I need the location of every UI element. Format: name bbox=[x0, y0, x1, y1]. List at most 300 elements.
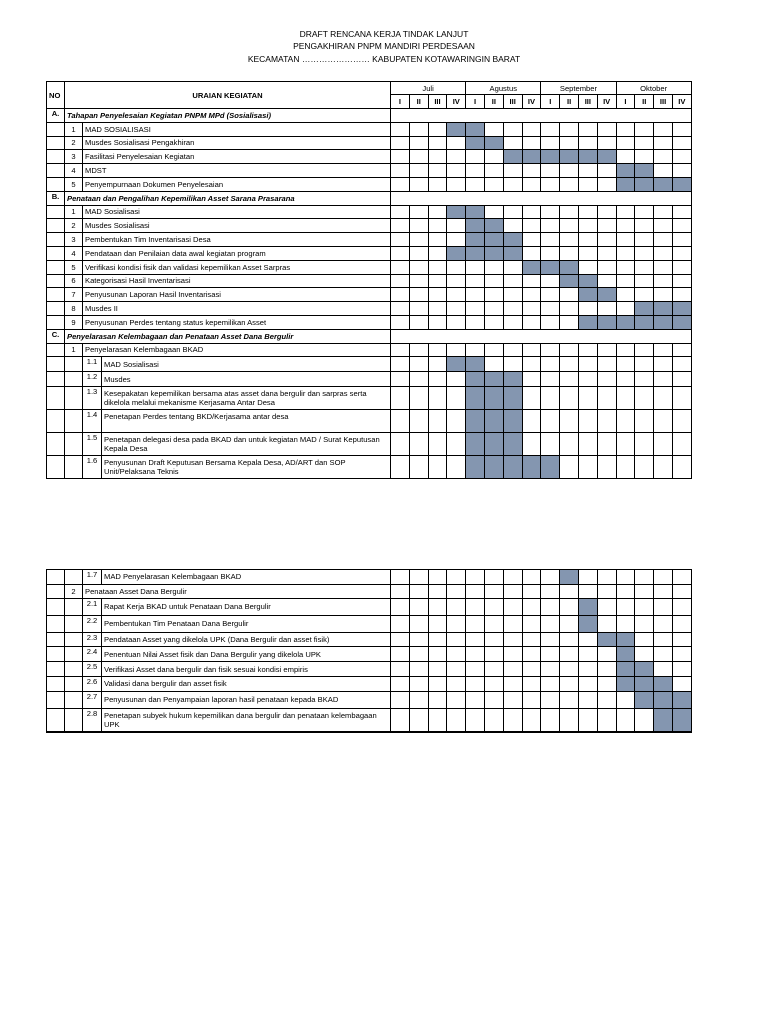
week-cell bbox=[428, 584, 447, 598]
blank-cell bbox=[47, 372, 65, 387]
subitem-label bbox=[83, 432, 391, 455]
table-row bbox=[47, 455, 692, 478]
week-cell bbox=[503, 676, 522, 691]
week-cell bbox=[391, 205, 410, 219]
week-cell bbox=[466, 708, 485, 732]
week-cell bbox=[654, 246, 673, 260]
week-cell bbox=[654, 432, 673, 455]
week-cell bbox=[578, 455, 597, 478]
week-cell bbox=[428, 260, 447, 274]
week-header: III bbox=[578, 95, 597, 109]
week-cell bbox=[672, 260, 691, 274]
week-cell bbox=[541, 632, 560, 647]
week-cell bbox=[560, 233, 579, 247]
week-header: II bbox=[484, 95, 503, 109]
item-number: 9 bbox=[65, 315, 83, 329]
week-cell bbox=[635, 357, 654, 372]
blank-cell bbox=[65, 708, 83, 732]
week-cell bbox=[484, 708, 503, 732]
blank-cell bbox=[65, 386, 83, 409]
blank-cell bbox=[47, 662, 65, 677]
week-cell bbox=[447, 246, 466, 260]
week-cell bbox=[578, 584, 597, 598]
blank-cell bbox=[47, 343, 65, 357]
blank-cell bbox=[65, 432, 83, 455]
week-cell bbox=[560, 357, 579, 372]
subitem-text: Validasi dana bergulir dan asset fisik bbox=[104, 679, 227, 689]
empty-week-span bbox=[391, 191, 692, 205]
week-cell bbox=[447, 598, 466, 615]
week-cell bbox=[597, 343, 616, 357]
week-cell bbox=[616, 219, 635, 233]
week-cell bbox=[484, 632, 503, 647]
blank-cell bbox=[65, 372, 83, 387]
week-cell bbox=[635, 122, 654, 136]
week-cell bbox=[654, 343, 673, 357]
week-cell bbox=[560, 150, 579, 164]
week-cell bbox=[409, 455, 428, 478]
week-cell bbox=[560, 219, 579, 233]
week-cell bbox=[428, 647, 447, 662]
blank-cell bbox=[47, 357, 65, 372]
week-cell bbox=[672, 647, 691, 662]
table-row bbox=[47, 164, 692, 178]
week-header: IV bbox=[522, 95, 541, 109]
blank-cell bbox=[47, 315, 65, 329]
week-cell bbox=[616, 691, 635, 708]
week-cell bbox=[597, 150, 616, 164]
week-cell bbox=[560, 676, 579, 691]
week-cell bbox=[428, 205, 447, 219]
week-cell bbox=[391, 260, 410, 274]
week-cell bbox=[503, 598, 522, 615]
week-cell bbox=[391, 455, 410, 478]
week-cell bbox=[447, 136, 466, 150]
blank-cell bbox=[65, 598, 83, 615]
week-cell bbox=[484, 357, 503, 372]
week-cell bbox=[635, 598, 654, 615]
subitem-label bbox=[83, 409, 391, 432]
blank-cell bbox=[65, 615, 83, 632]
week-cell bbox=[635, 708, 654, 732]
week-cell bbox=[616, 205, 635, 219]
week-cell bbox=[616, 708, 635, 732]
week-cell bbox=[409, 372, 428, 387]
week-cell bbox=[578, 164, 597, 178]
week-cell bbox=[466, 662, 485, 677]
week-cell bbox=[541, 343, 560, 357]
subitem-label bbox=[83, 632, 391, 647]
week-cell bbox=[635, 205, 654, 219]
week-cell bbox=[672, 246, 691, 260]
table-row bbox=[47, 233, 692, 247]
week-cell bbox=[635, 676, 654, 691]
week-cell bbox=[578, 205, 597, 219]
item-number: 4 bbox=[65, 246, 83, 260]
week-cell bbox=[654, 708, 673, 732]
subitem-wrapper bbox=[83, 456, 390, 478]
week-cell bbox=[616, 409, 635, 432]
week-cell bbox=[391, 150, 410, 164]
week-cell bbox=[484, 662, 503, 677]
week-cell bbox=[578, 246, 597, 260]
week-cell bbox=[391, 708, 410, 732]
blank-cell bbox=[47, 150, 65, 164]
week-cell bbox=[428, 455, 447, 478]
week-cell bbox=[503, 219, 522, 233]
blank-cell bbox=[47, 432, 65, 455]
item-label: Musdes Sosialisasi bbox=[83, 219, 391, 233]
week-cell bbox=[560, 164, 579, 178]
subitem-text: Verifikasi Asset dana bergulir dan fisik sesuai kondisi empiris bbox=[104, 664, 308, 674]
week-cell bbox=[522, 647, 541, 662]
subitem-text: Musdes bbox=[104, 374, 131, 384]
week-cell bbox=[484, 288, 503, 302]
table-row bbox=[47, 409, 692, 432]
item-label: Fasilitasi Penyelesaian Kegiatan bbox=[83, 150, 391, 164]
week-cell bbox=[522, 409, 541, 432]
blank-cell bbox=[47, 632, 65, 647]
item-label: Pendataan dan Penilaian data awal kegiatan program bbox=[83, 246, 391, 260]
week-cell bbox=[560, 570, 579, 585]
week-cell bbox=[428, 164, 447, 178]
doc-title-line3: KECAMATAN …………………… KABUPATEN KOTAWARINGIN BARAT bbox=[247, 54, 521, 64]
item-number: 1 bbox=[65, 205, 83, 219]
week-cell bbox=[560, 647, 579, 662]
week-cell bbox=[447, 372, 466, 387]
week-cell bbox=[503, 708, 522, 732]
subitem-label bbox=[83, 676, 391, 691]
week-cell bbox=[466, 570, 485, 585]
item-label: Pembentukan Tim Inventarisasi Desa bbox=[83, 233, 391, 247]
subitem-number: 2.4 bbox=[83, 647, 102, 661]
week-cell bbox=[466, 409, 485, 432]
week-cell bbox=[560, 288, 579, 302]
blank-cell bbox=[47, 386, 65, 409]
week-cell bbox=[503, 432, 522, 455]
week-cell bbox=[541, 647, 560, 662]
week-cell bbox=[597, 676, 616, 691]
subitem-text: Penentuan Nilai Asset fisik dan Dana Bergulir yang dikelola UPK bbox=[104, 649, 321, 659]
week-cell bbox=[560, 343, 579, 357]
week-cell bbox=[635, 315, 654, 329]
week-cell bbox=[466, 676, 485, 691]
week-cell bbox=[428, 691, 447, 708]
month-header: Oktober bbox=[616, 82, 691, 95]
week-cell bbox=[541, 409, 560, 432]
subitem-text: Penetapan delegasi desa pada BKAD dan untuk kegiatan MAD / Surat Keputusan Kepala Desa bbox=[104, 434, 380, 453]
week-cell bbox=[466, 584, 485, 598]
week-cell bbox=[484, 691, 503, 708]
week-cell bbox=[654, 233, 673, 247]
week-cell bbox=[409, 647, 428, 662]
week-cell bbox=[391, 274, 410, 288]
subitem-text: Pembentukan Tim Penataan Dana Bergulir bbox=[104, 619, 249, 629]
week-cell bbox=[597, 647, 616, 662]
blank-cell bbox=[47, 598, 65, 615]
week-cell bbox=[597, 164, 616, 178]
subitem-label bbox=[83, 662, 391, 677]
week-cell bbox=[503, 274, 522, 288]
subitem-wrapper bbox=[83, 677, 390, 691]
week-header: III bbox=[503, 95, 522, 109]
week-cell bbox=[654, 662, 673, 677]
week-cell bbox=[635, 177, 654, 191]
table-row bbox=[47, 676, 692, 691]
week-cell bbox=[541, 315, 560, 329]
table-row bbox=[47, 315, 692, 329]
gantt-table-page-2 bbox=[46, 569, 692, 733]
week-cell bbox=[428, 288, 447, 302]
table-row bbox=[47, 647, 692, 662]
week-cell bbox=[428, 315, 447, 329]
week-cell bbox=[466, 246, 485, 260]
week-cell bbox=[503, 302, 522, 316]
week-cell bbox=[654, 164, 673, 178]
week-cell bbox=[522, 372, 541, 387]
blank-cell bbox=[47, 219, 65, 233]
blank-cell bbox=[47, 205, 65, 219]
week-cell bbox=[672, 136, 691, 150]
week-cell bbox=[466, 136, 485, 150]
week-cell bbox=[428, 386, 447, 409]
week-cell bbox=[484, 570, 503, 585]
week-cell bbox=[672, 164, 691, 178]
week-cell bbox=[578, 570, 597, 585]
week-cell bbox=[578, 136, 597, 150]
week-cell bbox=[447, 343, 466, 357]
week-cell bbox=[428, 233, 447, 247]
week-cell bbox=[597, 302, 616, 316]
week-cell bbox=[597, 219, 616, 233]
week-cell bbox=[447, 233, 466, 247]
subitem-number: 1.3 bbox=[83, 387, 102, 409]
week-cell bbox=[616, 246, 635, 260]
item-number: 5 bbox=[65, 260, 83, 274]
week-cell bbox=[541, 164, 560, 178]
subitem-number: 2.5 bbox=[83, 662, 102, 676]
week-cell bbox=[635, 219, 654, 233]
week-cell bbox=[503, 372, 522, 387]
subitem-label bbox=[83, 357, 391, 372]
subitem-number: 1.2 bbox=[83, 372, 102, 386]
subitem-text: MAD Sosialisasi bbox=[104, 359, 159, 369]
table-row bbox=[47, 288, 692, 302]
week-cell bbox=[391, 122, 410, 136]
week-cell bbox=[635, 409, 654, 432]
week-cell bbox=[635, 260, 654, 274]
week-cell bbox=[560, 177, 579, 191]
blank-cell bbox=[65, 676, 83, 691]
week-cell bbox=[503, 177, 522, 191]
week-cell bbox=[654, 584, 673, 598]
blank-cell bbox=[47, 246, 65, 260]
week-cell bbox=[635, 691, 654, 708]
item-number: 1 bbox=[65, 122, 83, 136]
week-cell bbox=[428, 662, 447, 677]
subitem-text: Penyusunan dan Penyampaian laporan hasil penataan kepada BKAD bbox=[104, 695, 339, 705]
blank-cell bbox=[65, 570, 83, 585]
table-row bbox=[47, 343, 692, 357]
week-cell bbox=[616, 432, 635, 455]
week-cell bbox=[409, 219, 428, 233]
week-cell bbox=[466, 164, 485, 178]
week-cell bbox=[560, 122, 579, 136]
week-cell bbox=[522, 177, 541, 191]
week-cell bbox=[672, 662, 691, 677]
week-cell bbox=[578, 357, 597, 372]
week-cell bbox=[409, 205, 428, 219]
week-cell bbox=[391, 632, 410, 647]
week-cell bbox=[391, 662, 410, 677]
week-cell bbox=[560, 708, 579, 732]
week-cell bbox=[672, 357, 691, 372]
week-cell bbox=[466, 615, 485, 632]
subitem-wrapper bbox=[83, 633, 390, 647]
table-row bbox=[47, 205, 692, 219]
week-cell bbox=[503, 570, 522, 585]
week-cell bbox=[503, 164, 522, 178]
week-cell bbox=[616, 177, 635, 191]
week-cell bbox=[503, 205, 522, 219]
week-cell bbox=[503, 632, 522, 647]
subitem-number: 2.6 bbox=[83, 677, 102, 691]
week-cell bbox=[503, 122, 522, 136]
week-cell bbox=[578, 632, 597, 647]
week-cell bbox=[654, 288, 673, 302]
week-cell bbox=[654, 177, 673, 191]
week-cell bbox=[597, 615, 616, 632]
column-header-uraian: URAIAN KEGIATAN bbox=[65, 82, 391, 109]
week-cell bbox=[409, 246, 428, 260]
week-cell bbox=[466, 372, 485, 387]
subitem-number: 1.1 bbox=[83, 357, 102, 371]
week-cell bbox=[597, 274, 616, 288]
week-cell bbox=[428, 122, 447, 136]
week-cell bbox=[672, 409, 691, 432]
week-cell bbox=[654, 455, 673, 478]
week-cell bbox=[522, 676, 541, 691]
section-title: Penataan dan Pengalihan Kepemilikan Asset Sarana Prasarana bbox=[65, 191, 391, 205]
subitem-number: 1.6 bbox=[83, 456, 102, 478]
week-cell bbox=[503, 136, 522, 150]
subitem-label bbox=[83, 386, 391, 409]
week-cell bbox=[672, 432, 691, 455]
item-label: Musdes II bbox=[83, 302, 391, 316]
week-cell bbox=[654, 150, 673, 164]
week-cell bbox=[635, 662, 654, 677]
subitem-number: 2.8 bbox=[83, 709, 102, 731]
week-cell bbox=[447, 676, 466, 691]
week-cell bbox=[578, 260, 597, 274]
week-cell bbox=[409, 584, 428, 598]
blank-cell bbox=[47, 570, 65, 585]
week-cell bbox=[616, 372, 635, 387]
week-cell bbox=[428, 177, 447, 191]
week-cell bbox=[616, 662, 635, 677]
week-header: III bbox=[428, 95, 447, 109]
week-cell bbox=[503, 150, 522, 164]
week-cell bbox=[503, 357, 522, 372]
week-cell bbox=[466, 177, 485, 191]
week-cell bbox=[672, 315, 691, 329]
week-cell bbox=[541, 288, 560, 302]
week-cell bbox=[635, 164, 654, 178]
table-row bbox=[47, 662, 692, 677]
subitem-text: Penetapan subyek hukum kepemilikan dana bergulir dan penataan kelembagaan UPK bbox=[104, 710, 377, 729]
week-cell bbox=[466, 260, 485, 274]
week-cell bbox=[578, 302, 597, 316]
blank-cell bbox=[47, 177, 65, 191]
week-cell bbox=[654, 315, 673, 329]
week-cell bbox=[541, 598, 560, 615]
week-cell bbox=[597, 288, 616, 302]
week-cell bbox=[522, 343, 541, 357]
blank-cell bbox=[47, 136, 65, 150]
table-row bbox=[47, 302, 692, 316]
empty-week-span bbox=[391, 329, 692, 343]
week-cell bbox=[597, 177, 616, 191]
week-cell bbox=[578, 177, 597, 191]
week-cell bbox=[672, 598, 691, 615]
week-cell bbox=[672, 288, 691, 302]
week-cell bbox=[654, 136, 673, 150]
item-label: MAD SOSIALISASI bbox=[83, 122, 391, 136]
week-cell bbox=[503, 288, 522, 302]
week-cell bbox=[654, 647, 673, 662]
subitem-number: 2.3 bbox=[83, 633, 102, 647]
week-cell bbox=[578, 708, 597, 732]
week-cell bbox=[484, 409, 503, 432]
subitem-wrapper bbox=[83, 599, 390, 615]
week-cell bbox=[409, 357, 428, 372]
week-cell bbox=[672, 122, 691, 136]
week-cell bbox=[541, 455, 560, 478]
week-cell bbox=[541, 662, 560, 677]
week-cell bbox=[391, 315, 410, 329]
week-cell bbox=[447, 708, 466, 732]
week-cell bbox=[522, 219, 541, 233]
week-cell bbox=[635, 274, 654, 288]
week-cell bbox=[522, 584, 541, 598]
week-cell bbox=[578, 432, 597, 455]
table-row bbox=[47, 584, 692, 598]
week-cell bbox=[447, 615, 466, 632]
week-cell bbox=[484, 164, 503, 178]
week-cell bbox=[391, 647, 410, 662]
blank-cell bbox=[47, 302, 65, 316]
item-label: MDST bbox=[83, 164, 391, 178]
week-cell bbox=[391, 233, 410, 247]
week-cell bbox=[466, 386, 485, 409]
week-cell bbox=[597, 584, 616, 598]
week-cell bbox=[522, 288, 541, 302]
week-cell bbox=[560, 662, 579, 677]
week-cell bbox=[616, 584, 635, 598]
week-cell bbox=[672, 205, 691, 219]
week-header: I bbox=[541, 95, 560, 109]
month-header: Agustus bbox=[466, 82, 541, 95]
week-cell bbox=[391, 615, 410, 632]
week-cell bbox=[466, 288, 485, 302]
section-number: A. bbox=[47, 109, 65, 123]
week-cell bbox=[391, 246, 410, 260]
table-row bbox=[47, 246, 692, 260]
week-cell bbox=[409, 260, 428, 274]
week-cell bbox=[635, 233, 654, 247]
item-number: 6 bbox=[65, 274, 83, 288]
week-header: I bbox=[391, 95, 410, 109]
